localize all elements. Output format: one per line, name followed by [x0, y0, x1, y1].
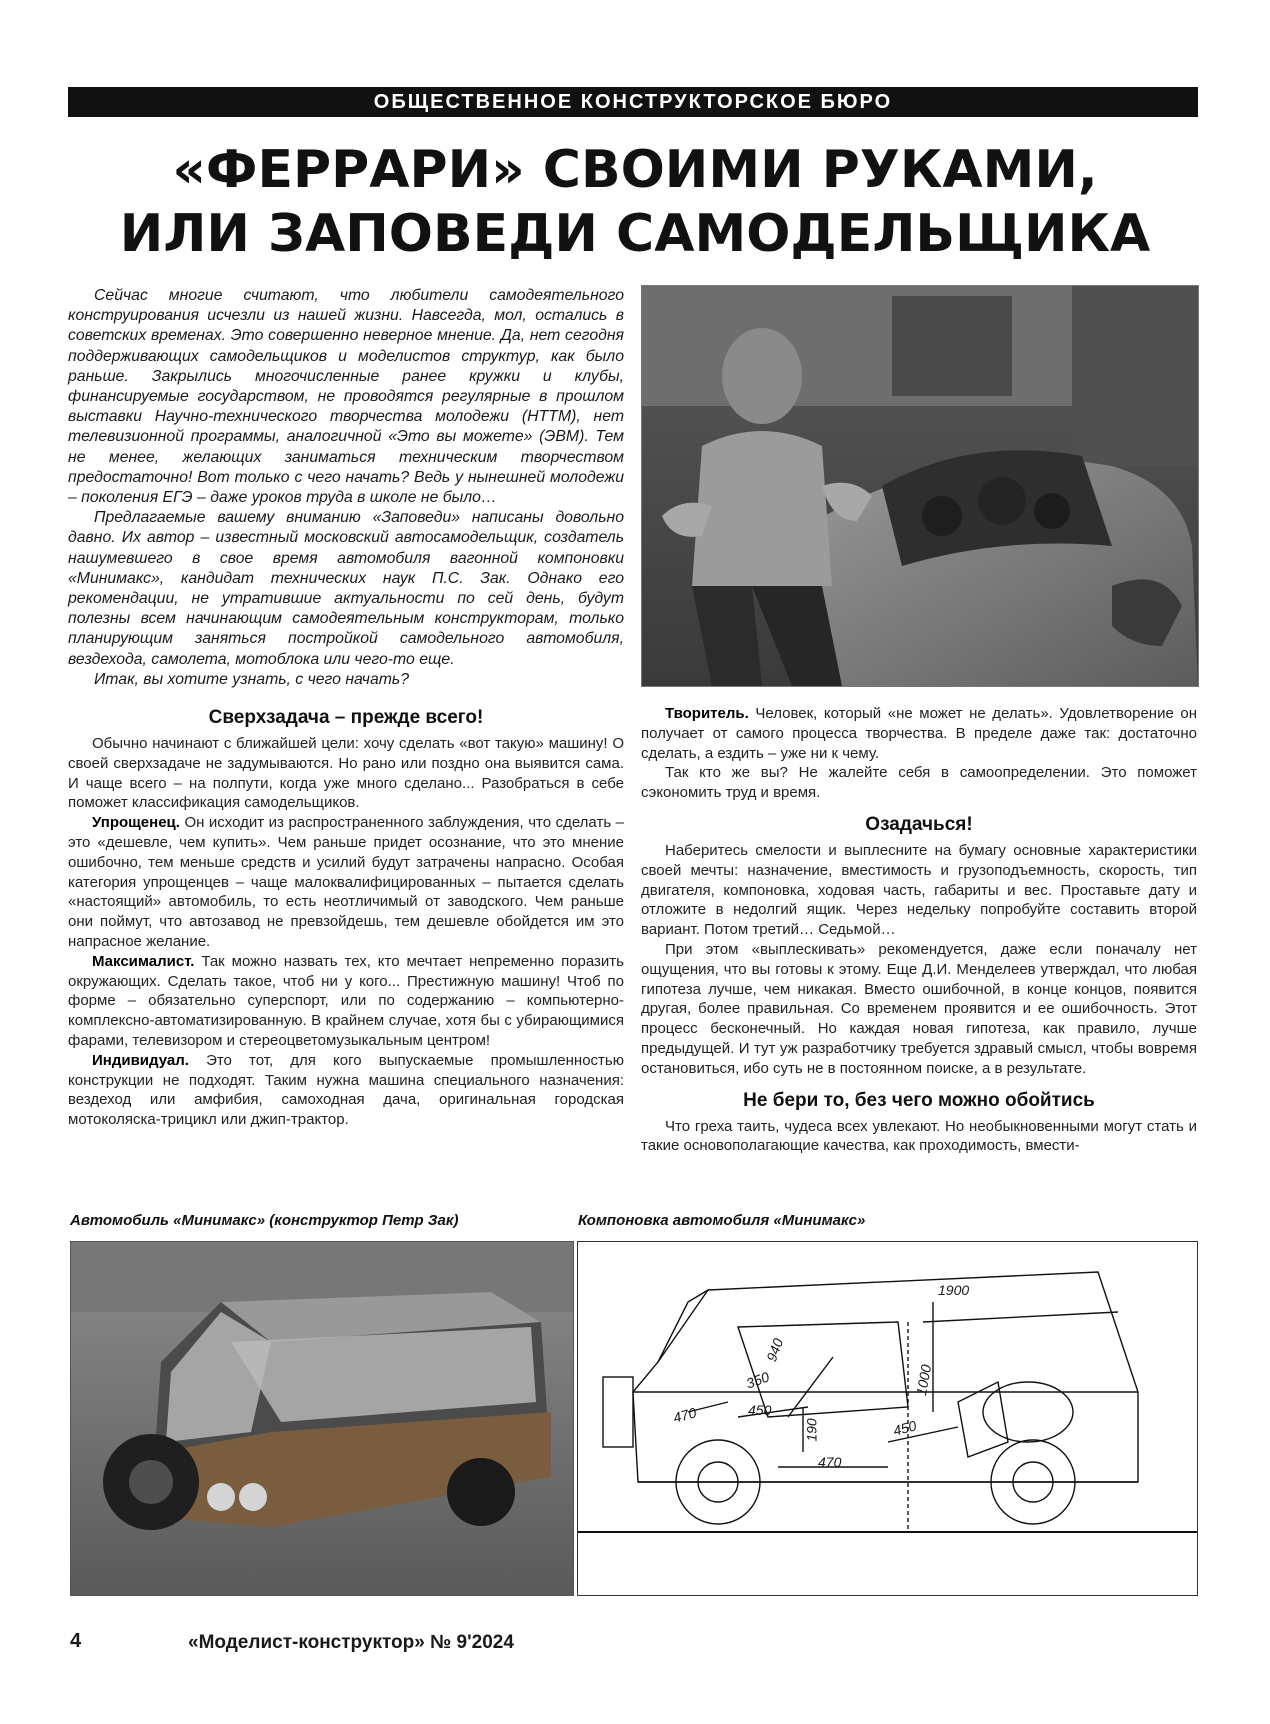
- magazine-masthead: «Моделист-конструктор» № 9'2024: [188, 1632, 514, 1653]
- definition: Он исходит из распространенного заблуждения, что сделать – это «дешевле, чем купить». Чем раньше придет осознание, что это мнение ошибочно, тем меньше средств и усилий будут затрачены напрасно. Особая категория упрощенцев – чаще малоквалифицированных – пытается сделать «настоящий» автомобиль, то есть неотличимый от заводского. Чем раньше они поймут, что автозавод не превзойдешь, тем дешевле обойдется им это напрасное желание.: [68, 814, 624, 950]
- definition: Так можно назвать тех, кто мечтает непременно поразить окружающих. Сделать такое, чтоб ни у кого... Престижную машину! Чтоб по форме – обязательно суперспорт, или по содержанию – компьютерно-комплексно-автоматизированную. В крайнем случае, хотя бы с убирающимися фарами, телевизором и стереоцветомузыкальным центром!: [68, 952, 624, 1049]
- photo-caption: Автомобиль «Минимакс» (конструктор Петр Зак): [70, 1212, 459, 1229]
- paragraph: [68, 1051, 624, 1130]
- dim-350: 350: [743, 1368, 772, 1392]
- author-garage-photo: [641, 285, 1199, 687]
- lead-paragraph: Сейчас многие считают, что любители самодеятельного конструирования исчезли из нашей жизни. Навсегда, мол, остались в советских временах. Это совершенно неверное мнение. Да, нет сегодня поддерживающих самодельщиков и моделистов структур, как было раньше. Закрылись многочисленные ранее кружки и клубы, финансируемые государством, не проводятся регулярные в прошлом выставки Научно-технического творчества молодежи (НТТМ), нет телевизионной программы, аналогичной «Это вы можете» (ЭВМ). Тем не менее, желающих заниматься техническим творчеством предостаточно! Вот только с чего начать? Ведь у нынешней молодежи – поколения ЕГЭ – даже уроков труда в школе не было…: [68, 287, 624, 507]
- dim-450-left: 450: [748, 1402, 772, 1418]
- headline-line-1: «ФЕРРАРИ» СВОИМИ РУКАМИ,: [172, 140, 1098, 200]
- dim-1900: 1900: [938, 1282, 970, 1298]
- subheading-ozadachsya: Озадачься!: [865, 813, 973, 835]
- term: Творитель.: [665, 705, 749, 722]
- paragraph: Так кто же вы? Не жалейте себя в самоопределении. Это поможет сэкономить труд и время.: [641, 764, 1197, 802]
- paragraph: Что греха таить, чудеса всех увлекают. Но необыкновенными могут стать и такие основополагающие качества, как проходимость, вмести-: [641, 1117, 1197, 1155]
- dim-470-top: 470: [671, 1404, 699, 1426]
- paragraph: [68, 813, 624, 952]
- rubric-bar: ОБЩЕСТВЕННОЕ КОНСТРУКТОРСКОЕ БЮРО: [68, 87, 1198, 117]
- left-column: [68, 700, 624, 1130]
- drawing-caption: Компоновка автомобиля «Минимакс»: [578, 1212, 866, 1229]
- definition: Это тот, для кого выпускаемые промышленностью конструкции не подходят. Таким нужна машина специального назначения: вездеход или амфибия, самоходная дача, оригинальная городская мотоколяска-трицикл или джип-трактор.: [68, 1051, 624, 1129]
- lead-paragraphs: [68, 286, 624, 690]
- dim-940: 940: [763, 1336, 787, 1364]
- layout-drawing: [577, 1241, 1198, 1596]
- dim-450-right: 450: [891, 1417, 919, 1439]
- paragraph: Обычно начинают с ближайшей цели: хочу сделать «вот такую» машину! О своей сверхзадаче не задумываются. Но рано или поздно она выявится сама. И чаще всего – на полпути, когда уже много сделано... Разобраться в себе поможет классификация самодельщиков.: [68, 735, 624, 812]
- paragraph: [68, 952, 624, 1051]
- definition: Человек, который «не может не делать». Удовлетворение он получает от самого процесса творчества. В пределе даже так: достаточно сделать, а ездить – уже ни к чему.: [641, 705, 1197, 762]
- article-headline: [60, 138, 1210, 266]
- term: Максималист.: [92, 952, 195, 970]
- subheading-superzadacha: Сверхзадача – прежде всего!: [208, 707, 484, 728]
- paragraph: Наберитесь смелости и выплесните на бумагу основные характеристики своей мечты: назначение, вместимость и грузоподъемность, скорость, тип двигателя, компоновка, ходовая часть, габариты и вес. Проставьте дату и отложите в недолгий ящик. Через недельку попробуйте составить второй вариант. Потом третий… Седьмой…: [641, 841, 1197, 939]
- term: Упрощенец.: [92, 814, 180, 832]
- headline-line-2: ИЛИ ЗАПОВЕДИ САМОДЕЛЬЩИКА: [119, 204, 1151, 264]
- paragraph: При этом «выплескивать» рекомендуется, даже если поначалу нет ощущения, что вы готовы к этому. Еще Д.И. Менделеев утверждал, что любая гипотеза лучше, чем никакая. Вместо ошибочной, в конце концов, появится другая, более правильная. Со временем проявится и ее ошибочность. Этот процесс бесконечный. Но каждая новая гипотеза, как правило, лучше предыдущей. И тут уж разработчику требуется здравый смысл, чтобы вовремя остановиться, ибо суть не в постоянном поиске, а в результате.: [641, 940, 1197, 1077]
- lead-paragraph: Итак, вы хотите узнать, с чего начать?: [94, 670, 409, 688]
- dim-470-bottom: 470: [818, 1454, 842, 1470]
- subheading-ne-beri: Не бери то, без чего можно обойтись: [743, 1089, 1095, 1111]
- paragraph: [641, 704, 1197, 763]
- lead-paragraph: Предлагаемые вашему вниманию «Заповеди» написаны довольно давно. Их автор – известный московский автосамодельщик, создатель нашумевшего в свое время автомобиля вагонной компоновки «Минимакс», кандидат технических наук П.С. Зак. Однако его рекомендации, не утратившие актуальности по сей день, будут полезны всем начинающим самодеятельным конструкторам, только планирующим заняться постройкой самодельного автомобиля, вездехода, самолета, мотоблока или чего-то еще.: [68, 509, 624, 668]
- page-number: 4: [70, 1630, 82, 1652]
- right-column: [641, 700, 1197, 1156]
- dim-1000: 1000: [912, 1363, 935, 1397]
- minimax-car-photo: [70, 1241, 574, 1596]
- dim-190: 190: [803, 1418, 820, 1442]
- term: Индивидуал.: [92, 1051, 189, 1069]
